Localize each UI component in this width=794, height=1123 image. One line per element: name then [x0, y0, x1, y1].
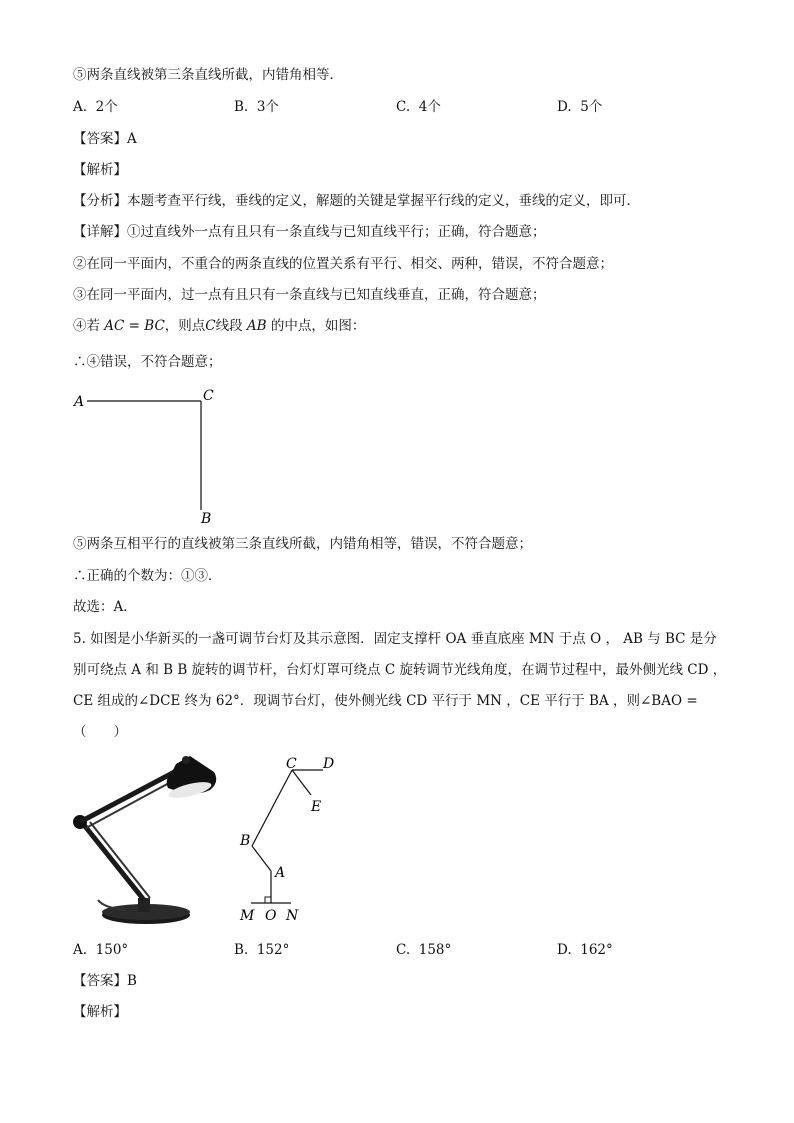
answer-value: B: [127, 973, 137, 989]
q4-analysis-tag: 【解析】: [73, 162, 127, 178]
lamp-schematic-diagram: [232, 750, 352, 930]
q4-detail-2: ②在同一平面内，不重合的两条直线的位置关系有平行、相交、两种，错误，不符合题意；: [73, 256, 613, 272]
label-m: M: [240, 908, 255, 924]
label-c: C: [286, 756, 297, 772]
q5-stem-line-4: （ ）: [73, 724, 127, 740]
option-label: C.: [396, 99, 411, 115]
q4-option-d: [557, 98, 602, 116]
option-text: 158°: [418, 942, 452, 958]
detail4-segment-ab: AB: [246, 318, 267, 334]
lamp-lower-arm-spring: [90, 822, 150, 898]
q4-detail-4: [73, 317, 365, 335]
answer-tag: 【答案】: [73, 131, 127, 147]
q4-figure-right-angle: [70, 385, 230, 530]
option-text: 162°: [580, 942, 613, 958]
option-text: 2个: [95, 99, 118, 115]
option-text: 3个: [256, 99, 279, 115]
segment-ab: [252, 846, 271, 871]
q4-option-a: [73, 98, 118, 116]
q4-answer: [73, 130, 137, 148]
detail4-equation: AC = BC: [104, 318, 165, 334]
segment-ce: [292, 770, 311, 795]
label-c: C: [203, 388, 214, 404]
lamp-shade-knob: [182, 756, 190, 764]
q5-option-c: [396, 941, 451, 959]
q4-detail-3: ③在同一平面内，过一点有且只有一条直线与已知直线垂直，正确，符合题意；: [73, 287, 546, 303]
q5-analysis-tag: 【解析】: [73, 1004, 127, 1020]
right-angle-mark: [265, 897, 271, 903]
option-label: B.: [234, 942, 249, 958]
label-a: A: [275, 865, 286, 881]
q4-option-b: [234, 98, 279, 116]
q4-option-c: [396, 98, 441, 116]
q5-option-d: [557, 941, 613, 959]
option-text: 152°: [256, 942, 290, 958]
answer-value: A: [127, 131, 137, 147]
q4-count: ∴正确的个数为：①③．: [73, 568, 222, 584]
option-label: C.: [396, 942, 411, 958]
lamp-lower-arm: [84, 825, 144, 900]
q5-answer: [73, 972, 137, 990]
detail4-mid1: ，则点: [164, 318, 206, 334]
label-o: O: [265, 908, 277, 924]
label-b: B: [240, 833, 251, 849]
label-a: A: [74, 394, 85, 410]
q4-detail-4-conclusion: ∴④错误，不符合题意；: [73, 354, 222, 370]
desk-lamp-photo: [64, 750, 224, 930]
q4-detail-1: 【详解】①过直线外一点有且只有一条直线与已知直线平行；正确，符合题意；: [73, 224, 546, 240]
q5-stem-line-1: 5. 如图是小华新买的一盏可调节台灯及其示意图．固定支撑杆 OA 垂直底座 MN 于点 O ， AB 与 BC 是分: [73, 631, 717, 647]
q4-choose: 故选：A．: [73, 599, 137, 615]
detail4-point-c: C: [205, 318, 216, 334]
q5-option-b: [234, 941, 289, 959]
lamp-base-joint: [138, 898, 150, 912]
detail4-post: 的中点，如图：: [270, 318, 366, 334]
option-text: 5个: [580, 99, 603, 115]
segment-bc: [252, 770, 292, 846]
q4-fenxi: 【分析】本题考查平行线，垂线的定义，解题的关键是掌握平行线的定义，垂线的定义，即可．: [73, 193, 640, 209]
option-label: D.: [557, 99, 572, 115]
q5-stem-line-2: 别可绕点 A 和 B B 旋转的调节杆，台灯灯罩可绕点 C 旋转调节光线角度，在调节过程中，最外侧光线 CD ，: [73, 662, 727, 678]
detail4-mid2: 线段: [215, 318, 243, 334]
option-text: 150°: [95, 942, 129, 958]
q5-option-a: [73, 941, 128, 959]
lamp-upper-arm: [80, 768, 182, 822]
label-e: E: [311, 799, 322, 815]
q4-statement-5: ⑤两条直线被第三条直线所截，内错角相等．: [73, 67, 343, 83]
label-d: D: [323, 756, 335, 772]
label-b: B: [201, 511, 212, 527]
option-label: B.: [234, 99, 249, 115]
q4-detail-5: ⑤两条互相平行的直线被第三条直线所截，内错角相等，错误，不符合题意；: [73, 536, 532, 552]
option-label: D.: [557, 942, 572, 958]
detail4-pre: ④若: [73, 318, 100, 334]
label-n: N: [286, 908, 299, 924]
q5-stem-line-3: CE 组成的∠DCE 终为 62°．现调节台灯，使外侧光线 CD 平行于 MN ，CE 平行于 BA ，则∠BAO =: [73, 693, 698, 709]
option-text: 4个: [418, 99, 441, 115]
option-label: A.: [73, 942, 88, 958]
option-label: A.: [73, 99, 88, 115]
answer-tag: 【答案】: [73, 973, 127, 989]
